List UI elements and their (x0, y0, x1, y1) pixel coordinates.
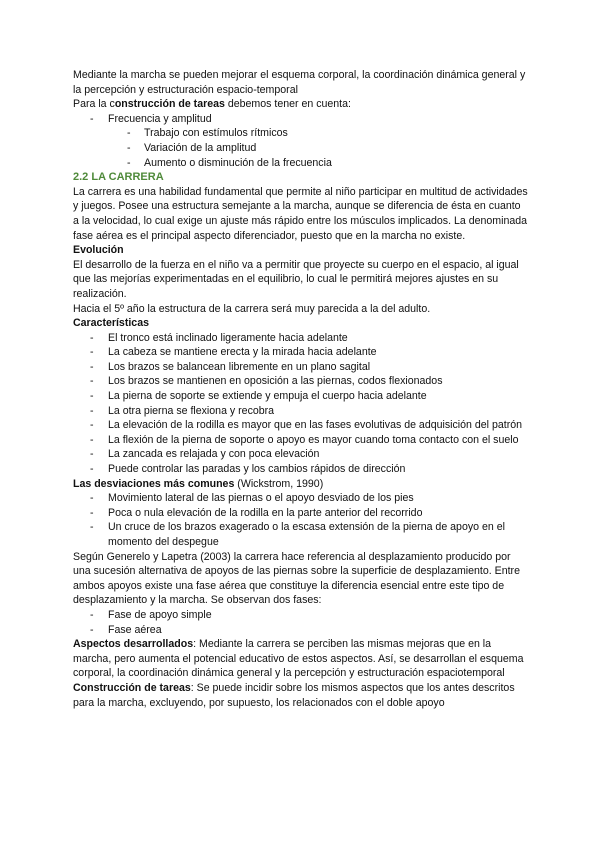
list-item: - Fase aérea (73, 623, 528, 638)
sub-list-item: - Variación de la amplitud (73, 141, 528, 156)
list-item: - La flexión de la pierna de soporte o apoyo es mayor cuando toma contacto con el suelo (73, 433, 528, 448)
evolucion-heading: Evolución (73, 244, 124, 257)
tasks-intro-suffix: debemos tener en cuenta: (224, 98, 351, 111)
list-item: - La zancada es relajada y con poca elevación (73, 447, 528, 462)
list-item: - Frecuencia y amplitud (73, 112, 528, 127)
desviaciones-heading: Las desviaciones más comunes (Wickstrom, 1990) (73, 477, 324, 490)
carrera-paragraph: La carrera es una habilidad fundamental que permite al niño participar en multitud de actividades y juegos. Posee una estructura semejante a la marcha, aunque se diferencia de ésta en cuanto a la velocidad, lo cual exige un ajuste más rápido entre los músculos implicados. La denominada fase aérea es el principal aspecto diferenciador, puesto que en la marcha no existe. (73, 185, 528, 242)
intro-paragraph: Mediante la marcha se pueden mejorar el esquema corporal, la coordinación dinámica general y la percepción y estructuración espacio-temporal (73, 69, 526, 96)
aspectos-heading: Aspectos desarrollados (73, 638, 194, 651)
list-item: - Los brazos se mantienen en oposición a las piernas, codos flexionados (73, 374, 528, 389)
list-item: - La otra pierna se flexiona y recobra (73, 404, 528, 419)
aspectos-paragraph (73, 637, 528, 681)
list-item: - La pierna de soporte se extiende y empuja el cuerpo hacia adelante (73, 389, 528, 404)
section-heading: 2.2 LA CARRERA (73, 171, 164, 184)
list-item: - El tronco está inclinado ligeramente hacia adelante (73, 331, 528, 346)
evolucion-paragraph-2: Hacia el 5º año la estructura de la carrera será muy parecida a la del adulto. (73, 302, 431, 315)
tasks-intro-paragraph (73, 97, 528, 112)
list-item: - La elevación de la rodilla es mayor que en las fases evolutivas de adquisición del patrón (73, 418, 528, 433)
list-item: - La cabeza se mantiene erecta y la mirada hacia adelante (73, 345, 528, 360)
list-item: - Los brazos se balancean libremente en un plano sagital (73, 360, 528, 375)
tasks-intro-prefix: Para la c (73, 98, 115, 111)
list-item: - Puede controlar las paradas y los cambios rápidos de dirección (73, 462, 528, 477)
evolucion-paragraph: El desarrollo de la fuerza en el niño va a permitir que proyecte su cuerpo en el espacio, al igual que las mejorías experimentadas en el equilibrio, lo cual le permitirá mejores ajustes en su realización. (73, 258, 519, 300)
construccion-text: : Se puede incidir sobre los mismos aspectos que los antes descritos para la marcha, excluyendo, por supuesto, los relacionados con el doble apoyo (73, 681, 515, 709)
generelo-paragraph: Según Generelo y Lapetra (2003) la carrera hace referencia al desplazamiento producido por una sucesión alternativa de apoyos de las piernas sobre la superficie de desplazamiento. Entre ambos apoyos existe una fase aérea que constituye la diferencia esencial entre este tipo de desplazamiento y la marcha. Se observan dos fases: (73, 550, 520, 607)
list-item: - Poca o nula elevación de la rodilla en la parte anterior del recorrido (73, 506, 528, 521)
tasks-intro-bold: onstrucción de tareas (114, 98, 225, 111)
desviaciones-reference: (Wickstrom, 1990) (234, 477, 324, 490)
sub-list-item: - Aumento o disminución de la frecuencia (73, 156, 528, 171)
list-item: - Fase de apoyo simple (73, 608, 528, 623)
list-item: - Un cruce de los brazos exagerado o la escasa extensión de la pierna de apoyo en el momento del despegue (73, 520, 528, 549)
sub-list-item: - Trabajo con estímulos rítmicos (73, 126, 528, 141)
caracteristicas-heading: Características (73, 317, 149, 330)
construccion-paragraph (73, 681, 528, 710)
aspectos-text: : Mediante la carrera se perciben las mismas mejoras que en la marcha, pero aumenta el potencial educativo de estos aspectos. Así, se desarrollan el esquema corporal, la coordinación dinámica general y la percepción y estructuración espaciotemporal (73, 638, 524, 680)
document-body (73, 68, 528, 710)
construccion-heading: Construcción de tareas (73, 681, 191, 694)
list-item: - Movimiento lateral de las piernas o el apoyo desviado de los pies (73, 491, 528, 506)
